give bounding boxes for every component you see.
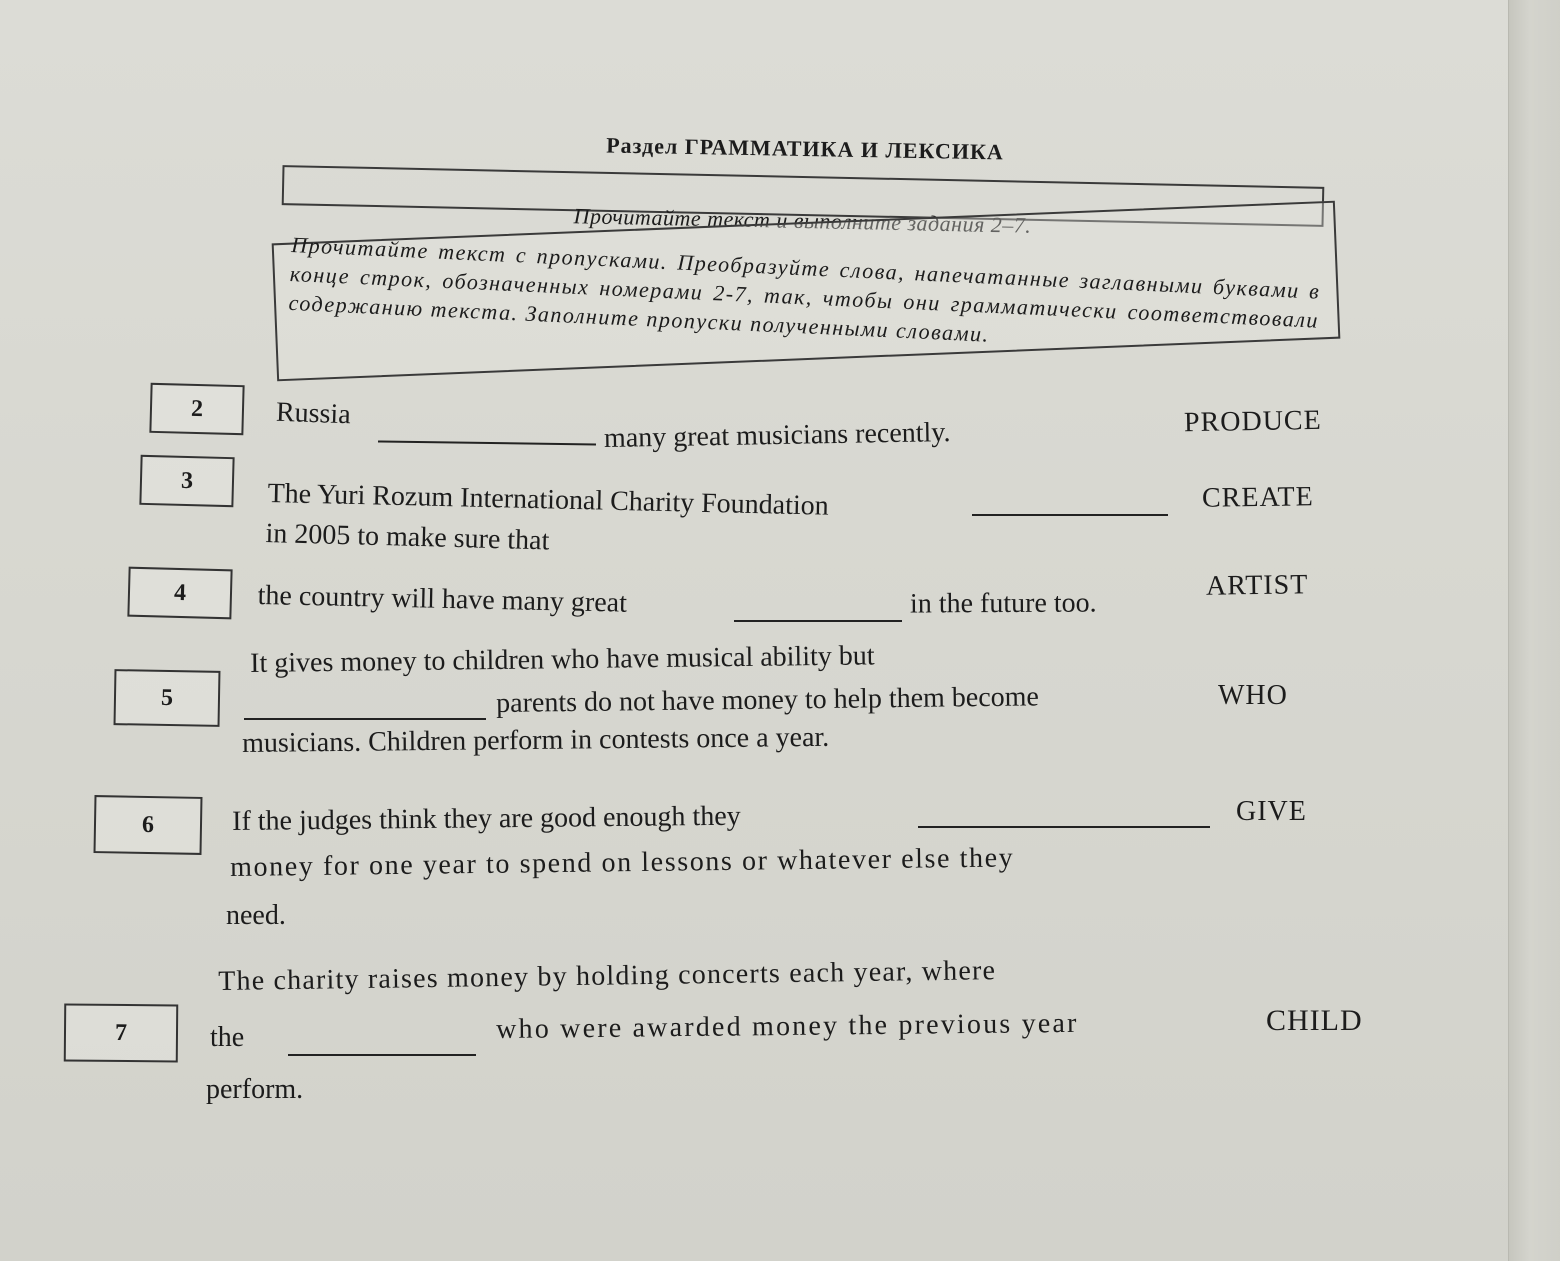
q3-keyword: CREATE bbox=[1201, 481, 1314, 514]
question-number-3: 3 bbox=[139, 455, 234, 507]
question-number-5: 5 bbox=[114, 669, 221, 727]
q4-line-2: in the future too. bbox=[909, 587, 1097, 620]
paper-edge bbox=[1508, 0, 1560, 1261]
question-number-2: 2 bbox=[149, 383, 244, 435]
q2-line-2: many great musicians recently. bbox=[603, 416, 951, 455]
q4-line-1: the country will have many great bbox=[257, 580, 628, 619]
q5-answer-gap[interactable] bbox=[244, 718, 486, 720]
q7-line-3: perform. bbox=[206, 1074, 304, 1105]
q3-answer-gap[interactable] bbox=[972, 514, 1168, 516]
q7-line-2a: the bbox=[210, 1022, 245, 1053]
question-number-6: 6 bbox=[94, 795, 203, 855]
q7-keyword: CHILD bbox=[1266, 1004, 1363, 1037]
question-number-7: 7 bbox=[64, 1004, 179, 1063]
q6-line-1: If the judges think they are good enough they bbox=[232, 800, 741, 837]
q7-line-1: The charity raises money by holding concerts each year, where bbox=[218, 955, 997, 997]
q6-line-2: money for one year to spend on lessons or whatever else they bbox=[230, 842, 1015, 883]
q7-answer-gap[interactable] bbox=[288, 1054, 476, 1056]
task-header: Прочитайте текст и выполните задания 2–7. bbox=[573, 203, 1032, 238]
q4-answer-gap[interactable] bbox=[734, 620, 902, 622]
q4-keyword: ARTIST bbox=[1205, 569, 1309, 602]
question-number-4: 4 bbox=[127, 567, 232, 620]
q3-line-1: The Yuri Rozum International Charity Foundation bbox=[267, 478, 830, 522]
q2-keyword: PRODUCE bbox=[1183, 404, 1322, 439]
q5-keyword: WHO bbox=[1218, 680, 1288, 711]
q5-line-2: parents do not have money to help them become bbox=[496, 681, 1040, 719]
instructions-text: Прочитайте текст с пропусками. Преобразуйте слова, напечатанные заглавными буквами в конце строк, обозначенных номерами 2-7, так, чтобы они грамматически соответствовали содержанию текста. Заполните пропуски полученными словами. bbox=[288, 231, 1321, 347]
q6-answer-gap[interactable] bbox=[918, 826, 1210, 828]
q5-line-1: It gives money to children who have musical ability but bbox=[250, 640, 875, 679]
q5-line-3: musicians. Children perform in contests once a year. bbox=[242, 721, 830, 759]
q6-line-3: need. bbox=[226, 900, 286, 931]
q7-line-2b: who were awarded money the previous year bbox=[496, 1007, 1079, 1045]
q2-line-1: Russia bbox=[275, 396, 352, 431]
q6-keyword: GIVE bbox=[1236, 796, 1307, 827]
section-title: Раздел ГРАММАТИКА И ЛЕКСИКА bbox=[605, 132, 1005, 165]
q3-line-2: in 2005 to make sure that bbox=[265, 518, 550, 557]
